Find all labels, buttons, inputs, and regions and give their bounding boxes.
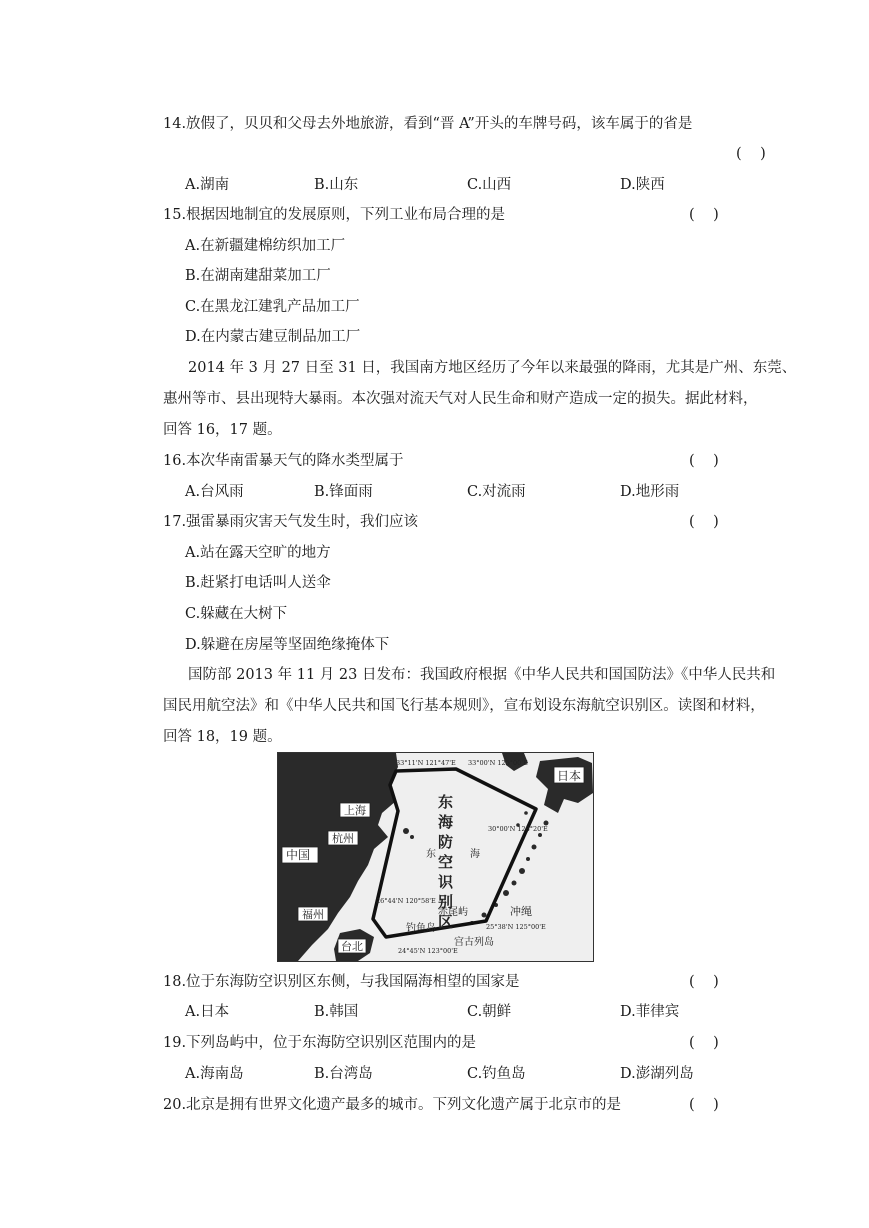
q16-option-d: D.地形雨 [620,484,680,500]
q17-option-b: B.赶紧打电话叫人送伞 [185,575,331,591]
chiwei-label: 赤尾屿 [438,907,468,918]
passage1-line-1: 2014 年 3 月 27 日至 31 日，我国南方地区经历了今年以来最强的降雨，尤其是广州、东莞、 [188,360,797,376]
coord-bottom: 24°45'N 123°00'E [398,947,458,955]
passage2-line-3: 回答 18，19 题。 [163,729,282,745]
diaoyu-label: 钓鱼岛 [406,923,436,934]
taibei-label: 台北 [341,940,363,953]
q20-stem: 20.北京是拥有世界文化遗产最多的城市。下列文化遗产属于北京市的是 [163,1097,622,1113]
q17-answer-paren: ( ) [689,514,719,530]
zone-label-4: 空 [438,853,454,871]
okinawa-label: 冲绳 [510,905,532,918]
passage1-line-3: 回答 16，17 题。 [163,422,282,438]
sea-label-2: 海 [470,849,480,860]
q17-option-a: A.站在露天空旷的地方 [185,545,331,561]
q14-option-b: B.山东 [314,177,359,193]
q16-option-c: C.对流雨 [467,484,526,500]
china-label: 中国 [286,848,311,862]
q19-stem: 19.下列岛屿中，位于东海防空识别区范围内的是 [163,1035,477,1051]
q15-option-b: B.在湖南建甜菜加工厂 [185,268,331,284]
q19-option-d: D.澎湖列岛 [620,1066,694,1082]
coord-right: 30°00'N 128°20'E [488,825,548,833]
hangzhou-label: 杭州 [332,832,354,845]
passage1-line-2: 惠州等市、县出现特大暴雨。本次强对流天气对人民生命和财产造成一定的损失。据此材料， [163,391,758,407]
japan-kyushu [536,757,593,813]
q15-option-d: D.在内蒙古建豆制品加工厂 [185,329,361,345]
zone-label-6: 别 [438,893,454,911]
q19-option-a: A.海南岛 [185,1066,244,1082]
fuzhou-label: 福州 [302,908,324,921]
east-china-sea-adiz-map [277,752,594,962]
q14-stem: 14.放假了，贝贝和父母去外地旅游，看到“晋 A”开头的车牌号码，该车属于的省是 [163,116,693,132]
coord-bottom-right: 25°38'N 125°00'E [486,923,546,931]
miyako-label: 宫古列岛 [454,937,494,948]
q16-option-b: B.锋面雨 [314,484,373,500]
q14-answer-paren: ( ) [736,146,766,162]
q15-option-a: A.在新疆建棉纺织加工厂 [185,238,346,254]
q20-answer-paren: ( ) [689,1097,719,1113]
q18-option-a: A.日本 [185,1004,230,1020]
q19-option-b: B.台湾岛 [314,1066,373,1082]
q14-option-c: C.山西 [467,177,512,193]
q18-option-b: B.韩国 [314,1004,359,1020]
passage2-line-1: 国防部 2013 年 11 月 23 日发布：我国政府根据《中华人民共和国国防法》《中华人民共和 [188,667,776,683]
q14-option-a: A.湖南 [185,177,230,193]
zone-label-2: 海 [438,813,454,831]
q18-stem: 18.位于东海防空识别区东侧，与我国隔海相望的国家是 [163,974,520,990]
japan-label: 日本 [557,769,582,783]
q15-stem: 15.根据因地制宜的发展原则，下列工业布局合理的是 [163,207,506,223]
q16-stem: 16.本次华南雷暴天气的降水类型属于 [163,453,404,469]
map-svg [278,753,593,961]
zone-label-3: 防 [438,833,454,851]
q19-option-c: C.钓鱼岛 [467,1066,526,1082]
q14-option-d: D.陕西 [620,177,665,193]
small-island [410,835,414,839]
q15-answer-paren: ( ) [689,207,719,223]
coord-bottom-left: 26°44'N 120°58'E [376,897,436,905]
q17-stem: 17.强雷暴雨灾害天气发生时，我们应该 [163,514,419,530]
zone-label-1: 东 [438,793,454,811]
q19-answer-paren: ( ) [689,1035,719,1051]
q17-option-d: D.躲避在房屋等坚固绝缘掩体下 [185,637,390,653]
q18-option-c: C.朝鲜 [467,1004,512,1020]
q18-option-d: D.菲律宾 [620,1004,680,1020]
coord-top-left: 33°11'N 121°47'E [396,759,456,767]
sea-label-1: 东 [426,849,436,860]
q16-answer-paren: ( ) [689,453,719,469]
zone-label-7: 区 [438,913,454,931]
zhoushan-island [403,828,409,834]
q17-option-c: C.躲藏在大树下 [185,606,288,622]
coord-top-right: 33°00'N 125°00'E [468,759,528,767]
q16-option-a: A.台风雨 [185,484,244,500]
zone-label-5: 识 [438,873,454,891]
passage2-line-2: 国民用航空法》和《中华人民共和国飞行基本规则》，宣布划设东海航空识别区。读图和材料， [163,698,765,714]
shanghai-label: 上海 [344,804,366,817]
q18-answer-paren: ( ) [689,974,719,990]
q15-option-c: C.在黑龙江建乳产品加工厂 [185,299,360,315]
